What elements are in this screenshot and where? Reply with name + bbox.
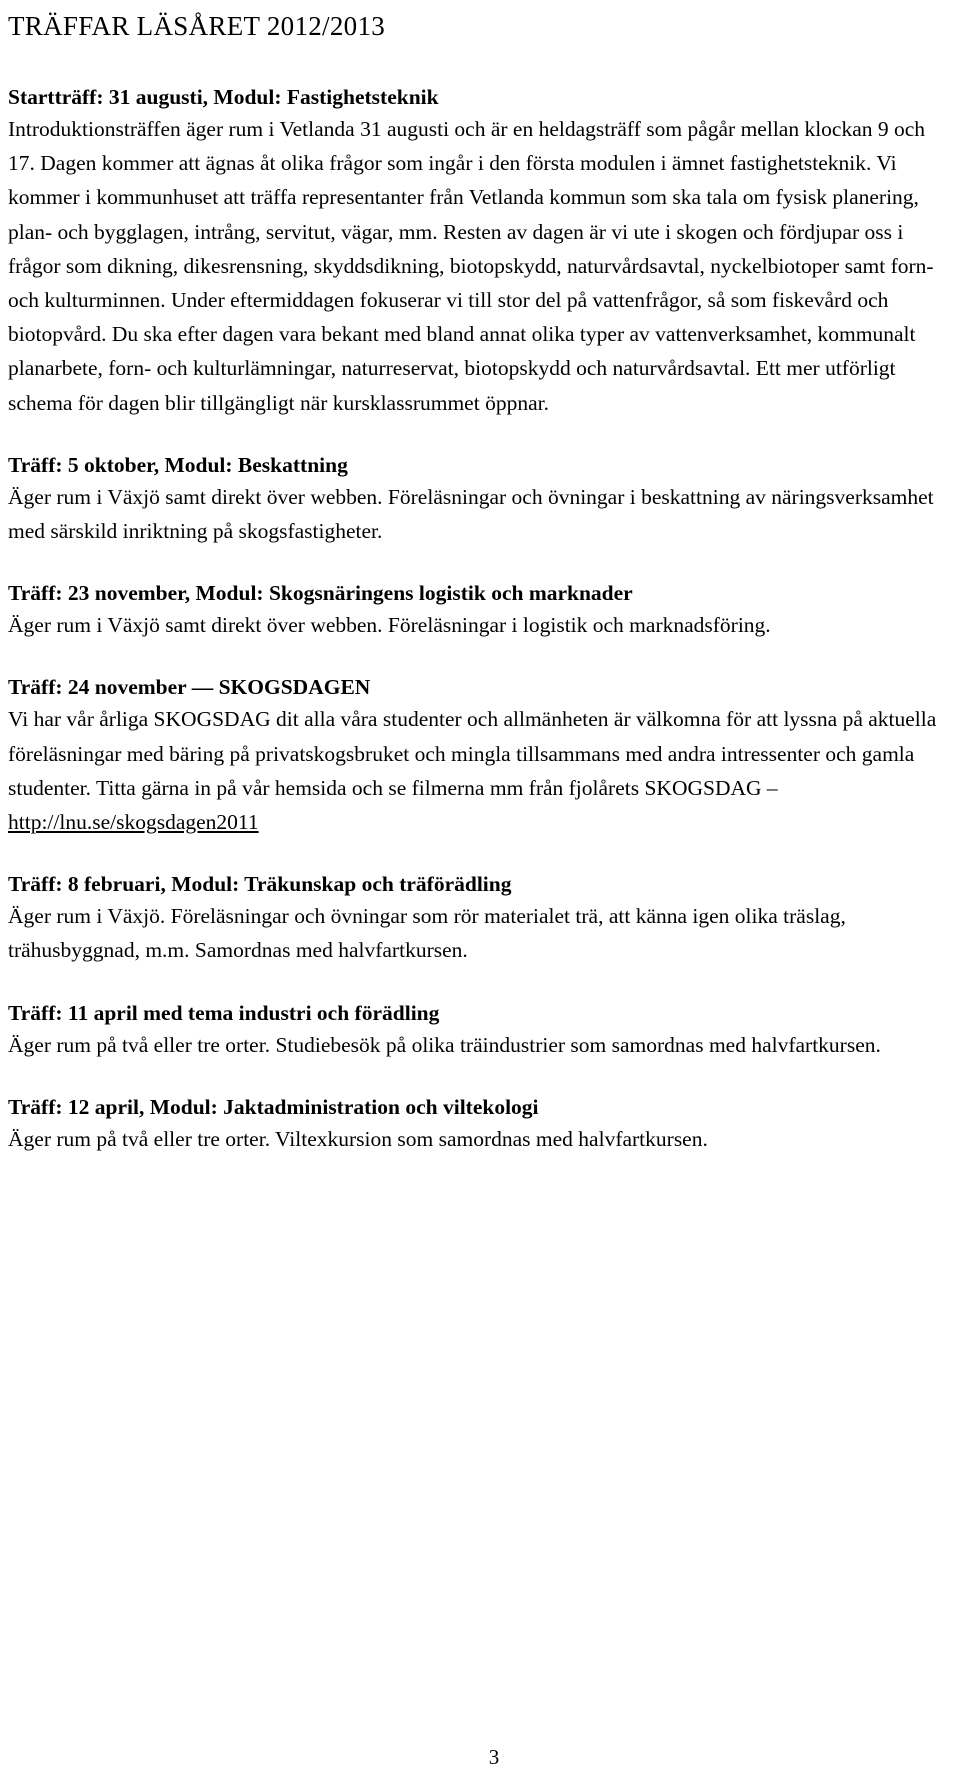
section-body: Introduktionsträffen äger rum i Vetlanda 31 augusti och är en heldagsträff som pågår mellan klockan 9 och 17. Dagen kommer att ägnas åt olika frågor som ingår i den första modulen i ämnet fastighetsteknik. Vi kommer i kommunhuset att träffa representanter från Vetlanda kommun som ska tala om fysisk planering, plan- och bygglagen, intrång, servitut, vägar, mm. Resten av dagen är vi ute i skogen och fördjupar oss i frågor som dikning, dikesrensning, skyddsdikning, biotopskydd, naturvårdsavtal, nyckelbiotoper samt forn- och kulturminnen. Under eftermiddagen fokuserar vi till stor del på vattenfrågor, så som fiskevård och biotopvård. Du ska efter dagen vara bekant med bland annat olika typer av vattenverksamhet, kommunalt planarbete, forn- och kulturlämningar, naturreservat, biotopskydd och naturvårdsavtal. Ett mer utförligt schema för dagen blir tillgängligt när kursklassrummet öppnar. [8,117,934,415]
section-body: Äger rum i Växjö samt direkt över webben. Föreläsningar och övningar i beskattning av näringsverksamhet med särskild inriktning på skogsfastigheter. [8,484,934,544]
section-body: Äger rum i Växjö samt direkt över webben. Föreläsningar i logistik och marknadsföring. [8,613,771,638]
document-page [8,0,952,1156]
meeting-section-trakunskap [8,869,952,967]
section-body: Äger rum i Växjö. Föreläsningar och övningar som rör materialet trä, att känna igen olika träslag, trähusbyggnad, m.m. Samordnas med halvfartkursen. [8,904,846,963]
section-heading: Träff: 24 november — SKOGSDAGEN [8,675,371,700]
meeting-section-jakt [8,1092,952,1156]
section-heading: Startträff: 31 augusti, Modul: Fastighetsteknik [8,85,439,109]
section-heading: Träff: 11 april med tema industri och förädling [8,1000,440,1025]
meeting-section-skogsdagen [8,672,952,839]
section-body [8,702,952,839]
page-number: 3 [488,1745,500,1769]
section-heading: Träff: 5 oktober, Modul: Beskattning [8,452,348,477]
meeting-section-beskattning [8,450,952,548]
meeting-section-start [8,82,952,420]
document-title: TRÄFFAR LÄSÅRET 2012/2013 [8,11,386,41]
section-body: Äger rum på två eller tre orter. Viltexkursion som samordnas med halvfartkursen. [8,1126,708,1151]
section-heading: Träff: 8 februari, Modul: Träkunskap och träförädling [8,872,512,897]
skogsdagen-link[interactable]: http://lnu.se/skogsdagen2011 [8,810,259,835]
meeting-section-logistik [8,578,952,642]
section-heading: Träff: 23 november, Modul: Skogsnäringens logistik och marknader [8,581,633,606]
section-heading: Träff: 12 april, Modul: Jaktadministration och viltekologi [8,1094,539,1119]
section-body-text: Vi har vår årliga SKOGSDAG dit alla våra studenter och allmänheten är välkomna för att lyssna på aktuella föreläsningar med bäring på privatskogsbruket och mingla tillsammans med andra intressenter och gamla studenter. Titta gärna in på vår hemsida och se filmerna mm från fjolårets SKOGSDAG – [8,707,937,800]
section-body: Äger rum på två eller tre orter. Studiebesök på olika träindustrier som samordnas med halvfartkursen. [8,1032,881,1057]
meeting-section-industri [8,998,952,1062]
